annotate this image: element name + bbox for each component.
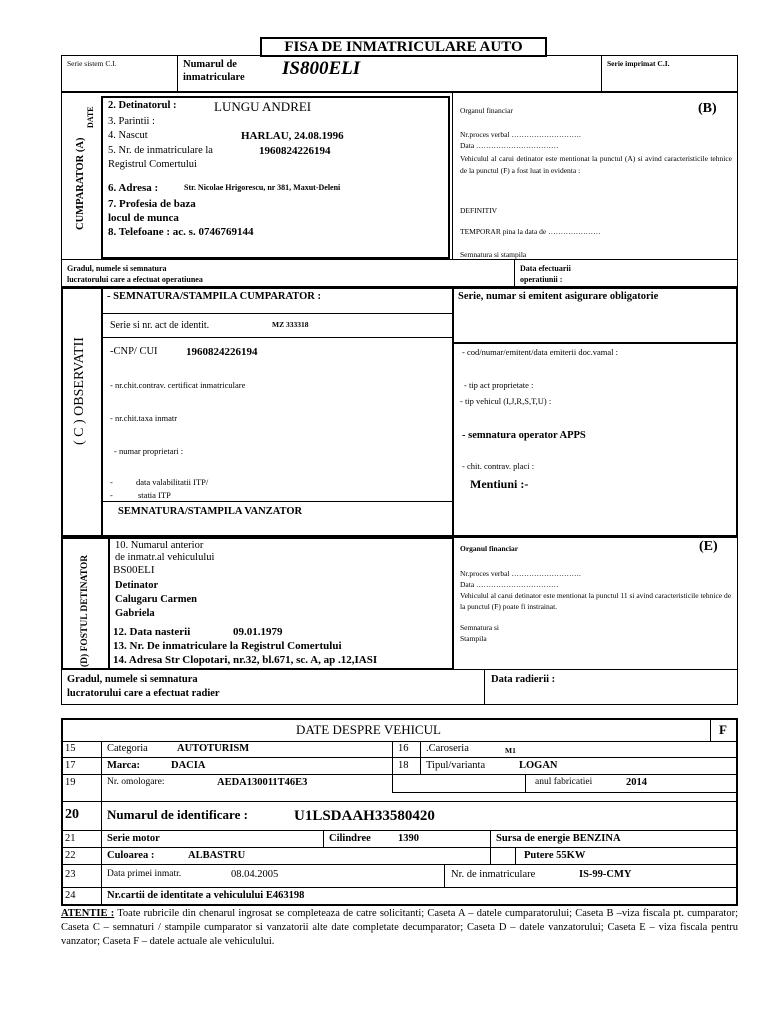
nr-inmatr-label: Nr. de inmatriculare <box>451 869 536 880</box>
r16-label: .Caroseria <box>426 743 469 754</box>
r17-label: Marca: <box>107 760 141 771</box>
dash-2: - <box>110 490 113 500</box>
fostul-detinator-name-1: Calugaru Carmen <box>115 594 197 605</box>
row-23 <box>61 865 738 888</box>
r18-num: 18 <box>398 760 409 771</box>
row-21 <box>61 831 738 848</box>
data-efectuarii-1: Data efectuarii <box>520 264 571 273</box>
l10-line2: de inmatr.al vehiculului <box>115 552 215 563</box>
l13: 13. Nr. De inmatriculare la Registrul Comertului <box>113 640 342 652</box>
f-tag: F <box>719 722 727 737</box>
e-organul-financiar: Organul financiar <box>460 544 519 553</box>
r24-num: 24 <box>65 890 76 901</box>
serie-asigurare: Serie, numar si emitent asigurare obligatorie <box>458 291 659 302</box>
atentie-text: Toate rubricile din chenarul ingrosat se completeaza de catre solicitanti; Caseta A – datele cumparatorului; Caseta B –viza fiscala pt. cumparator; Caseta C – semnaturi / stampile cumparator si vanzatorii alte date completate decumparator; Caseta D – datele vanzatorului; Caseta E – viza fiscala pentru vanzator; Caseta F – datele actuale ale vehiculului. <box>61 908 738 947</box>
fostul-detinator-label: Detinator <box>115 580 159 591</box>
row-17 <box>61 758 738 775</box>
r21-label: Serie motor <box>107 833 160 844</box>
row-15 <box>61 741 738 758</box>
dash-1: - <box>110 477 113 487</box>
cod-vamal: - cod/numar/emitent/data emiterii doc.vamal : <box>462 347 619 357</box>
gradul1-line2: lucratorului care a efectuat operatiunea <box>67 275 203 284</box>
r15-num: 15 <box>65 743 76 754</box>
atentie-note <box>61 907 738 949</box>
r20-num: 20 <box>65 807 79 822</box>
putere: Putere 55KW <box>524 850 586 861</box>
b-semnatura: Semnatura si stampila <box>460 250 527 259</box>
b-text: Vehiculul al carui detinator este mentionat la punctul (A) si avind caracteristicile tehnice de la punctul (F) a fost luat in evidenta : <box>460 154 732 175</box>
nascut-label: 4. Nascut <box>108 130 148 141</box>
document-title: FISA DE INMATRICULARE AUTO <box>284 39 523 55</box>
e-text: Vehiculul al carui detinator este mentionat la punctul 11 si avind caracteristicile tehnice de la punctul (F) poate fi instrainat. <box>460 591 732 611</box>
cnp-label: -CNP/ CUI <box>110 346 158 357</box>
r15-label: Categoria <box>107 743 148 754</box>
registration-number: IS800ELI <box>282 58 361 79</box>
r21-num: 21 <box>65 833 76 844</box>
telefoane: 8. Telefoane : ac. s. 0746769144 <box>108 226 254 238</box>
e-stampila: Stampila <box>460 634 487 643</box>
adresa-label: 6. Adresa : <box>108 182 159 194</box>
r20-label: Numarul de identificare : <box>107 807 248 822</box>
cumparator-side-label: CUMPARATOR (A) <box>75 137 86 230</box>
e-semnatura: Semnatura si <box>460 623 499 632</box>
vehicul-title: DATE DESPRE VEHICUL <box>296 722 441 737</box>
detinator-label: 2. Detinatorul : <box>108 100 177 111</box>
r17-value: DACIA <box>171 760 206 771</box>
chit-placi: - chit. contrav. placi : <box>462 461 535 471</box>
sursa-energie: Sursa de energie BENZINA <box>496 833 621 844</box>
r19-num: 19 <box>65 777 76 788</box>
r15-value: AUTOTURISM <box>177 743 250 754</box>
r19-label: Nr. omologare: <box>107 777 165 787</box>
b-organul-financiar: Organul financiar <box>460 106 513 115</box>
r24-label: Nr.cartii de identitate a vehiculului E463198 <box>107 890 305 901</box>
r22-value: ALBASTRU <box>188 850 246 861</box>
nr-inmatriculare-label: 5. Nr. de inmatriculare la <box>108 145 213 156</box>
serie-act-value: MZ 333318 <box>272 320 309 329</box>
data-radierii: Data radierii : <box>491 674 556 685</box>
numarul-label-1: Numarul de <box>183 59 237 70</box>
row-19 <box>61 775 738 802</box>
date-side-label: DATE <box>86 106 95 128</box>
data-efectuarii-2: operatiunii : <box>520 275 563 284</box>
cnp-value: 1960824226194 <box>186 346 258 358</box>
data-nasterii-label: 12. Data nasterii <box>113 626 191 638</box>
l10-value: BS00ELI <box>113 564 155 576</box>
semn-apps: - semnatura operator APPS <box>462 430 586 441</box>
r23-label: Data primei inmatr. <box>107 869 182 879</box>
observatii-side-label: ( C ) OBSERVATII <box>72 337 87 445</box>
r16-value: M1 <box>505 746 516 755</box>
r23-value: 08.04.2005 <box>231 869 279 880</box>
chit-cert: - nr.chit.contrav. certificat inmatriculare <box>110 380 246 390</box>
numarul-label-2: inmatriculare <box>183 72 245 83</box>
parintii-label: 3. Parintii : <box>108 116 155 127</box>
statia-itp: statia ITP <box>138 490 171 500</box>
gradul1-line1: Gradul, numele si semnatura <box>67 264 167 273</box>
tip-vehicul: - tip vehicul (I,J,R,S,T,U) : <box>460 396 552 406</box>
document-title-box <box>260 37 547 57</box>
l14: 14. Adresa Str Clopotari, nr.32, bl.671, sc. A, ap .12,IASI <box>113 654 378 666</box>
cilindree-label: Cilindree <box>329 833 371 844</box>
serie-act-label: Serie si nr. act de identit. <box>110 320 210 331</box>
e-tag: (E) <box>699 539 718 554</box>
adresa-value: Str. Nicolae Hrigorescu, nr 381, Maxut-Deleni <box>184 183 341 192</box>
b-temporar: TEMPORAR pina la data de ………………… <box>460 227 601 236</box>
b-definitiv: DEFINITIV <box>460 206 498 215</box>
b-data: Data …………………………… <box>460 141 559 150</box>
fostul-side-label: (D) FOSTUL DETINATOR <box>80 554 90 667</box>
r19-value: AEDA130011T46E3 <box>217 777 308 788</box>
semn-vanzator: SEMNATURA/STAMPILA VANZATOR <box>118 506 303 517</box>
an-label: anul fabricatiei <box>535 777 593 787</box>
b-tag: (B) <box>698 101 717 116</box>
row-22 <box>61 848 738 865</box>
gradul2-line2: lucratorului care a efectuat radier <box>67 688 220 699</box>
serie-sistem-label: Serie sistem C.I. <box>67 59 117 68</box>
r23-num: 23 <box>65 869 76 880</box>
l10-line1: 10. Numarul anterior <box>115 540 204 551</box>
b-nr-proces: Nr.proces verbal ………………………. <box>460 130 581 139</box>
nr-inmatr-value: IS-99-CMY <box>579 869 632 880</box>
cilindree-value: 1390 <box>398 833 419 844</box>
semn-cumparator: - SEMNATURA/STAMPILA CUMPARATOR : <box>107 291 321 302</box>
chit-taxa: - nr.chit.taxa inmatr <box>110 413 178 423</box>
registrul-comertului-label: Registrul Comertului <box>108 159 197 170</box>
data-nasterii-value: 09.01.1979 <box>233 626 283 638</box>
r22-label: Culoarea : <box>107 850 155 861</box>
e-nr-proces: Nr.proces verbal ………………………. <box>460 569 581 578</box>
mentiuni: Mentiuni :- <box>470 477 529 491</box>
detinator-value: LUNGU ANDREI <box>214 99 312 114</box>
tip-act: - tip act proprietate : <box>464 380 534 390</box>
data-itp: data valabilitatii ITP/ <box>136 477 209 487</box>
r20-value: U1LSDAAH33580420 <box>294 808 435 824</box>
r22-num: 22 <box>65 850 76 861</box>
row-24 <box>61 888 738 905</box>
atentie-label: ATENTIE : <box>61 908 115 919</box>
e-data: Data …………………………… <box>460 580 559 589</box>
r16-num: 16 <box>398 743 409 754</box>
r17-num: 17 <box>65 760 76 771</box>
profesia-label: 7. Profesia de baza <box>108 198 196 210</box>
numar-proprietari: - numar proprietari : <box>114 446 184 456</box>
r18-label: Tipul/varianta <box>426 760 486 771</box>
serie-imprimat-label: Serie imprimat C.I. <box>607 59 670 68</box>
locul-de-munca-label: locul de munca <box>108 212 179 224</box>
fostul-detinator-name-2: Gabriela <box>115 608 155 619</box>
nascut-value: HARLAU, 24.08.1996 <box>241 130 344 142</box>
row-20 <box>61 802 738 831</box>
r18-value: LOGAN <box>519 760 558 771</box>
an-value: 2014 <box>626 777 647 788</box>
nr-inmatriculare-value: 1960824226194 <box>259 145 331 157</box>
gradul2-line1: Gradul, numele si semnatura <box>67 674 198 685</box>
